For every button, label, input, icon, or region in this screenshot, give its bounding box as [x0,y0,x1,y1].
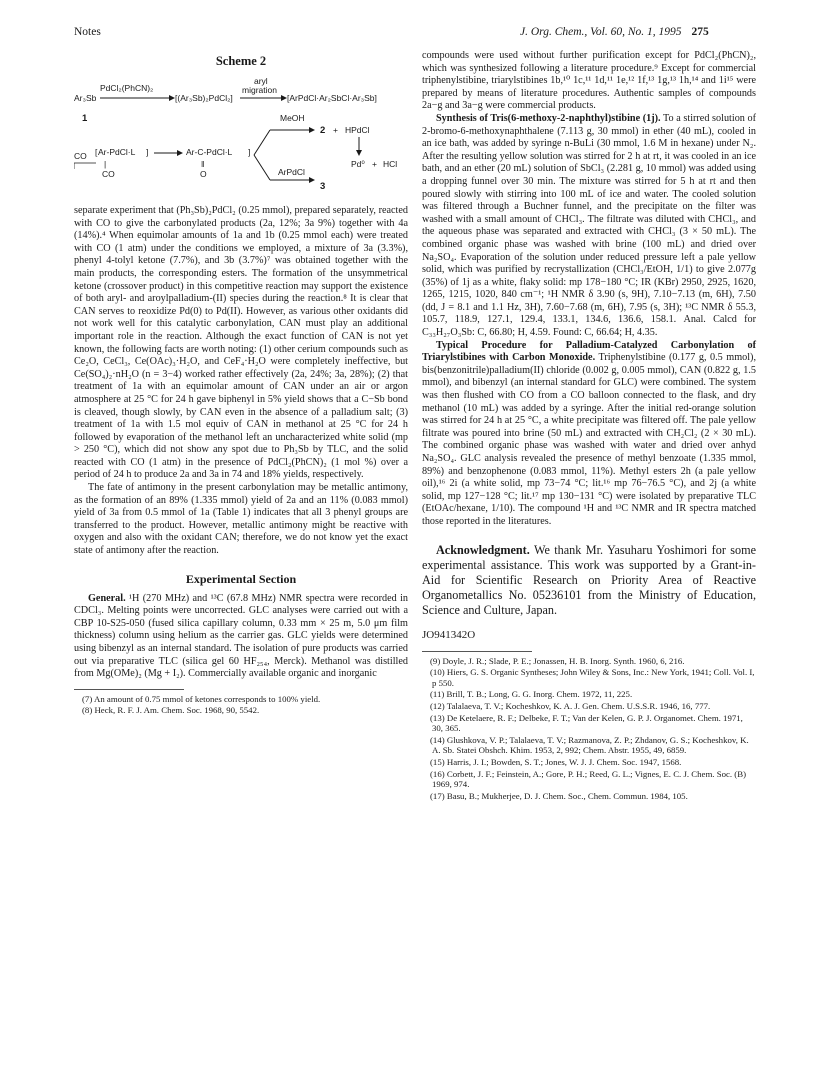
scheme-plus-2: + [372,159,377,169]
scheme-plus-1: + [333,125,338,135]
footnote-rule [74,689,184,690]
scheme-arrow1-label: PdCl₂(PhCN)₂ [100,83,154,93]
body-paragraph [422,340,756,529]
run-in-heading: Synthesis of Tris(6-methoxy-2-naphthyl)stibine (1j). [436,112,661,124]
footnote: (11) Brill, T. B.; Long, G. G. Inorg. Chem. 1972, 11, 225. [430,689,633,700]
footnote: (15) Harris, J. I.; Bowden, S. T.; Jones, W. J. J. Chem. Soc. 1947, 1568. [430,756,682,767]
body-paragraph: separate experiment that (Ph₃Sb)₂PdCl₂ (0.25 mmol), prepared separately, reacted with CO to give the carbonylated products (2a, 12%; 3a 9%) together with 4a (14%).⁴ When equimolar amounts of 1a and 1b (0.25 mmol each) were treated with CO (1 atm) under the conditions we employed, a mixture of 3a (3.3%), phenyl 4-tolyl ketone (7.7%), and 3b (3.7%)⁷ was obtained together with the main products, the corresponding esters. The formation of the unsymmetrical ketone (crossover product) in this competitive reaction may support the existence of both aryl- and aroylpalladium-(II) species during the reaction.⁸ It is clear that CAN serves to reoxidize Pd(0) to Pd(II). However, as various other oxidants did not work well for this catalytic carbonylation, CAN must play an additional important role in the reaction. Although the exact function of CAN is not yet known, the following facts are worth noting: (1) other cerium compounds such as Ce₂O, CeCl₃, Ce(OAc)₃·H₂O, and CeF₄·H₂O were completely ineffective, but Ce(SO₄)₂·nH₂O (n = 3−4) worked rather effectively (2a, 24%; 3a, 28%); (2) that treatment of 1a with an equimolar amount of CAN under an air or argon atmosphere at 25 °C for 24 h gave biphenyl in 5% yield shows that a C−Sb bond is cleaved, though slowly, by CAN even in the absence of a palladium salt; (3) treatment of 1a with 1.5 mol equiv of CAN in methanol at 25 °C for 24 h followed by evaporation of the methanol left an uncharacterized white solid (mp > 250 °C), which did not show any spot due to Ph₃Sb by TLC, and the solid reacted with CO (1 atm) in the presence of PdCl₂(PhCN)₂ (1 mol %) over a period of 24 h to produce 2a and 3a in 74 and 18% yields, respectively. [74,205,408,481]
reaction-scheme [74,75,408,205]
scheme-arpdcl-label: ArPdCl [278,167,305,177]
scheme-double-bond: ‖ [201,159,205,169]
footnote: (14) Glushkova, V. P.; Talalaeva, T. V.; Razmanova, Z. P.; Zhdanov, G. S.; Kocheshkov, K. A. Sb. Statei Obshch. Khim. 1953, 2, 992; Chem. Abstr. 1955, 49, 6859. [430,734,749,756]
right-column [422,50,756,802]
scheme-bracket-right: ] [146,147,149,157]
footnote: (16) Corbett, J. F.; Feinstein, A.; Gore, P. H.; Reed, G. L.; Vignes, E. C. J. Chem. Soc. (B) 1969, 974. [430,768,747,790]
running-header-journal [520,26,709,38]
footnote: (8) Heck, R. F. J. Am. Chem. Soc. 1968, 90, 5542. [82,705,260,716]
footnote: (17) Basu, B.; Mukherjee, D. J. Chem. Soc., Chem. Commun. 1984, 105. [430,790,688,801]
scheme-hcl: HCl [383,159,398,169]
acknowledgment-heading: Acknowledgment. [436,542,530,557]
scheme-meoh-label: MeOH [280,113,305,123]
page-number: 275 [691,26,709,38]
scheme-acyl-intermediate: Ar-C-PdCl·L [186,147,233,157]
scheme-intermediate: [(Ar₃Sb)₂PdCl₂] [175,93,233,103]
footnote-rule [422,651,532,652]
paragraph-text: ¹H (270 MHz) and ¹³C (67.8 MHz) NMR spectra were recorded in CDCl₃. Melting points were uncorrected. GLC analyses were carried out with a CBP 10-S25-050 (fused silica capillary column, 0.33 mm × 25 m, 5.0 μm film thickness) column using helium as the carrier gas. GLC yields were determined using bibenzyl as an internal standard. The isolation of pure products was carried out via preparative TLC (silica gel 60 HF₂₅₄, Merck). Methanol was distilled from Mg(OMe)₂ (Mg + I₂). Commercially available organic and inorganic [74,592,408,680]
acknowledgment [422,543,756,619]
scheme-bond-bar: | [104,159,107,169]
paragraph-text: To a stirred solution of 2-bromo-6-methoxynaphthalene (7.113 g, 30 mmol) in ether (40 mL), cooled in an ice bath, was added by syringe n-BuLi (30 mmol, 1.6 M in hexane) under N₂. After the resulting yellow solution was stirred for 2 h at rt, it was cooled in an ice bath, and an ether (20 mL) solution of SbCl₃ (2.281 g, 10 mmol) was added using a dropping funnel over 30 min. The mixture was stirred for 5 h at rt and then poured slowly with stirring into 100 mL of ice and water. The cooled solution was filtered through a Buchner funnel, and the precipitate on the filter was washed with a small amount of CHCl₃. The filtrate was diluted with CHCl₃, and the aqueous phase was separated and extracted with CHCl₃ (3 × 50 mL). The combined organic phase was washed with brine (100 mL) and dried over Na₂SO₄. Evaporation of the solution under reduced pressure left a pale yellow solid, which was purified by recrystallization (CHCl₃/EtOH, 1/1) to give 2.077g (35%) of 1j as a white, flaky solid: mp 178−180 °C; IR (KBr) 2950, 2925, 1620, 1265, 1215, 1020, 840 cm⁻¹; ¹H NMR δ 3.90 (s, 9H), 7.10−7.13 (m, 6H), 7.50 (dd, J = 8.1 and 1.1 Hz, 3H), 7.60−7.68 (m, 6H), 7.95 (s, 3H); ¹³C NMR δ 55.3, 105.7, 118.9, 127.1, 129.4, 133.1, 134.6, 136.6, 158.1. Anal. Calcd for C₃₃H₂₇O₃Sb: C, 66.80; H, 4.59. Found: C, 66.64; H, 4.35. [422,112,756,339]
scheme-branch-up [254,130,270,155]
paragraph-text: Triphenylstibine (0.177 g, 0.5 mmol), bis(benzonitrile)palladium(II) chloride (0.002 g, 0.005 mmol), CAN (0.822 g, 1.5 mmol), and bibenzyl (an internal standard for GLC) were combined. The system was then flushed with CO from a CO balloon connected to the flask, and dry methanol (10 mL) was added by a syringe. After the initial red-orange solution was stirred for 24 h at 25 °C, a white precipitate was filtered off. The pale yellow filtrate was poured into brine (50 mL) and extracted with CH₂Cl₂ (2 × 30 mL). The combined organic phase was washed with water and dried over anhyd Na₂SO₄. GLC analysis revealed the presence of methyl benzoate (1.335 mmol, 89%) and benzophenone (0.083 mmol, 11%). Methyl esters 2h (a pale yellow oil),¹⁶ 2i (a white solid, mp 73−74 °C; lit.¹⁶ mp 76−76.5 °C), and 2j (a white solid, mp 127−128 °C; lit.¹⁷ mp 130−131 °C) were isolated by preparative TLC (EtOAc/hexane, 1/10). The compound ¹H and ¹³C NMR and IR spectra matched those reported in the literatures. [422,352,756,527]
scheme-acyl-complex: Ar-PdCl·L [98,147,136,157]
scheme-title: Scheme 2 [215,54,267,68]
manuscript-code: JO941342O [422,628,476,641]
scheme-acyl-complex-co: CO [102,169,115,179]
left-column [74,50,408,717]
run-in-heading: General. [88,592,126,604]
scheme-diagram [74,75,408,205]
body-paragraph: compounds were used without further purification except for PdCl₂(PhCN)₂, which was synthesized following a literature procedure.⁹ Except for commercial triphenylstibine, triarylstibines 1b,¹⁰ 1c,¹¹ 1d,¹¹ 1e,¹² 1f,¹³ 1g,¹³ 1h,¹⁴ and 1i¹⁵ were prepared by means of literature procedures. Authentic samples of compounds 2a−g and 3a−g were commercial products. [422,50,756,112]
scheme-co-label: CO [74,151,87,161]
footnote: (12) Talalaeva, T. V.; Kocheshkov, K. A. J. Gen. Chem. U.S.S.R. 1946, 16, 777. [430,700,711,711]
footnote: (9) Doyle, J. R.; Slade, P. E.; Jonassen, H. B. Inorg. Synth. 1960, 6, 216. [430,655,685,666]
scheme-product-2: 2 [320,125,326,136]
section-heading: Experimental Section [185,571,297,586]
scheme-acyl-oxygen: O [200,169,207,179]
footnote: (7) An amount of 0.75 mmol of ketones corresponds to 100% yield. [82,693,321,704]
scheme-product-complex: [ArPdCl·Ar₂SbCl·Ar₃Sb] [287,93,377,103]
scheme-arrow2-bottom-label: migration [242,85,277,95]
acknowledgment-text: We thank Mr. Yasuharu Yoshimori for some experimental assistance. This work was supported by a Grant-in-Aid for Scientific Research on Priority Area of Reactive Organometallics No. 05236101 from the Ministry of Education, Science and Culture, Japan. [422,542,756,618]
scheme-bracket-left: [ [95,147,98,157]
scheme-bracket-close: ] [248,147,251,157]
scheme-compound-label-1: 1 [82,113,88,124]
scheme-product-3: 3 [320,181,326,192]
footnote: (10) Hiers, G. S. Organic Syntheses; John Wiley & Sons, Inc.: New York, 1941; Coll. Vol. I, p 550. [430,667,755,688]
journal-citation: J. Org. Chem., Vol. 60, No. 1, 1995 [520,26,682,38]
scheme-pd0: Pd⁰ [351,159,365,169]
body-paragraph [422,113,756,340]
scheme-hpdcl: HPdCl [345,125,370,135]
body-paragraph: The fate of antimony in the present carbonylation may be metallic antimony, as the formation of an 89% (1.335 mmol) yield of 2a and an 11% (0.083 mmol) yield of 3a from 0.5 mmol of 1a (Table 1) indicates that all 3 phenyl groups are transferred to the product. However, metallic antimony might be reactive with oxygen and also with the oxidant CAN; therefore, we do not know yet the exact state of antimony after the reaction. [74,482,408,557]
scheme-reactant: Ar₃Sb [74,93,97,103]
footnote: (13) De Ketelaere, R. F.; Delbeke, F. T.; Van der Kelen, G. P. J. Organomet. Chem. 1971, 30, 365. [430,712,743,734]
running-header-section: Notes [74,26,101,38]
scheme-branch-down [254,155,270,180]
scheme-arrow2-top-label: aryl [254,76,268,86]
body-paragraph [74,593,408,681]
run-in-heading: Typical Procedure for Palladium-Catalyzed Carbonylation of Triarylstibines with Carbon Monoxide. [422,339,756,364]
